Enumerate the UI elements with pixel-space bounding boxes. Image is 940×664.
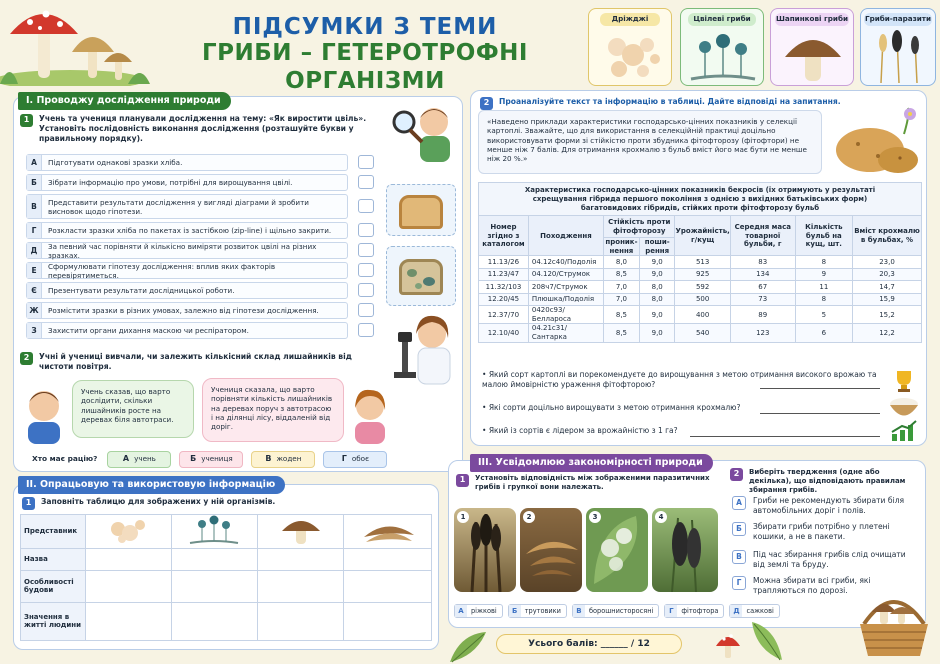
mold-icon (681, 29, 765, 85)
step-ye: Є Презентувати результати дослідницької роботи. (26, 282, 348, 299)
order-box-3[interactable] (358, 199, 374, 213)
table-row (479, 306, 922, 324)
section-3-task-1: 1 Установіть відповідність між зображеними паразитичних грибів і групкої вони належать. (456, 474, 724, 492)
structure-cell-1[interactable] (86, 570, 172, 602)
yeast-cell (86, 515, 172, 549)
growth-chart-icon (890, 420, 918, 442)
answer-v[interactable]: В жоден (251, 451, 315, 468)
girl-illustration (346, 384, 394, 444)
task-1-text: Учень та учениця планували дослідження на тему: «Як виростити цвіль». Установіть послідовність виконання дослідження (розташуйте букви у правильному порядку). (39, 114, 367, 143)
potato-illustration (830, 104, 926, 176)
value-cell: 23,0 (852, 256, 921, 269)
organisms-table (20, 514, 432, 641)
origin-cell: Плюшка/Подолія (528, 293, 603, 306)
question-2: • Які сорти доцільно вирощувати з метою отримання крохмалю? (482, 403, 741, 412)
value-cell: 7,0 (604, 281, 640, 294)
value-cell: 9,0 (639, 268, 675, 281)
value-cell: 12,2 (852, 324, 921, 342)
legend-d[interactable]: Д сажкові (729, 604, 779, 618)
value-cell: 6 (795, 324, 852, 342)
group-card-mold (680, 8, 764, 86)
value-cell: 7,0 (604, 293, 640, 306)
boletus-icon (258, 515, 343, 545)
row-label-importance: Значення в житті людини (21, 602, 86, 640)
section-3-task-2: 2 Виберіть твердження (одне або декілька), що відповідають правилам збирання грибів. (730, 468, 918, 495)
answer-b[interactable]: Б учениця (179, 451, 243, 468)
header-mushroom-illustration (0, 0, 150, 86)
boy-with-magnifier-illustration (388, 100, 460, 164)
parasite-legend (454, 604, 780, 618)
importance-cell-4[interactable] (344, 602, 432, 640)
group-label-parasite: Гриби-паразити (864, 13, 932, 26)
catalog-number-cell: 11.23/47 (479, 268, 529, 281)
table-row (479, 256, 922, 269)
name-cell-1[interactable] (86, 548, 172, 570)
group-card-yeast (588, 8, 672, 86)
value-cell: 83 (730, 256, 795, 269)
photo-powdery-mildew: 3 (586, 508, 648, 592)
order-box-7[interactable] (358, 283, 374, 297)
step-b: Б Зібрати інформацію про умови, потрібні для вирощування цвілі. (26, 174, 348, 191)
value-cell: 513 (675, 256, 730, 269)
value-cell: 925 (675, 268, 730, 281)
order-box-4[interactable] (358, 223, 374, 237)
steps-list (26, 154, 376, 344)
boy-illustration (18, 384, 70, 444)
legend-a[interactable]: А ріжкові (454, 604, 503, 618)
table-row (479, 268, 922, 281)
group-label-yeast: Дріжджі (600, 13, 660, 26)
order-box-1[interactable] (358, 155, 374, 169)
title-line-1: ПІДСУМКИ З ТЕМИ (232, 14, 498, 40)
origin-cell: 0420с93/Беллароса (528, 306, 603, 324)
value-cell: 5 (795, 306, 852, 324)
value-cell: 9,0 (639, 306, 675, 324)
value-cell: 8 (795, 293, 852, 306)
name-cell-3[interactable] (258, 548, 344, 570)
ergot-icon (861, 29, 937, 85)
value-cell: 15,9 (852, 293, 921, 306)
importance-cell-1[interactable] (86, 602, 172, 640)
origin-cell: 04.21с31/Сантарка (528, 324, 603, 342)
importance-cell-3[interactable] (258, 602, 344, 640)
value-cell: 8,5 (604, 306, 640, 324)
answer-line-2[interactable] (760, 413, 880, 414)
option-g[interactable]: Г Можна збирати всі гриби, які трапляються по дорозі. (732, 576, 912, 596)
row-label-representative: Представник (21, 515, 86, 549)
value-cell: 8,5 (604, 324, 640, 342)
answer-line-1[interactable] (760, 388, 880, 389)
origin-cell: 04.120/Струмок (528, 268, 603, 281)
potato-characteristics-table: Характеристика господарсько-цінних показників бекросів (їх отримують у результаті схрещування гібрида першого покоління з однією з вихідних батьківських форм) багатовидових гібридів, стійких проти фітофторозу бульб Номер згідно з каталогом Походження Стійкість проти фітофторозу Урожайність, г/кущ Середня маса товарної бульби, г Кількість бульб на кущ, шт. Вміст крохмалю в бульбах, % проникнення поширення 11.13/26 04.12с40/Подолія 8,0 9,0 513 83 8 23,0 11.23/47 04.120/Струмок 8,5 9,0 925 134 9 20,3 11.32/103 208ч7/Струмок 7,0 8,0 592 67 11 14,7 12.20/45 Плюшка/Подолія 7,0 8,0 500 73 8 15,9 12.37/70 0420с93/Беллароса 8,5 9,0 400 89 5 15,2 12.10/40 04.21с31/Сантарка 8,5 9,0 540 123 6 12,2 (478, 182, 922, 343)
table-row (479, 324, 922, 342)
mold-cell (172, 515, 258, 549)
answer-a[interactable]: А учень (107, 451, 171, 468)
who-is-right-row (32, 450, 432, 468)
photo-smut: 4 (652, 508, 718, 592)
value-cell: 123 (730, 324, 795, 342)
value-cell: 9,0 (639, 324, 675, 342)
name-cell-2[interactable] (172, 548, 258, 570)
value-cell: 8,0 (639, 293, 675, 306)
title-line-2: ГРИБИ – ГЕТЕРОТРОФНІ ОРГАНІЗМИ (202, 40, 528, 95)
group-label-cap: Шапинкові гриби (775, 13, 849, 26)
table-body (479, 256, 922, 342)
order-box-5[interactable] (358, 243, 374, 257)
section-2-task-1: 1 Заповніть таблицю для зображених у ній організмів. (22, 497, 275, 510)
value-cell: 8,0 (604, 256, 640, 269)
section-2-title: ІІ. Опрацьовую та використовую інформацію (18, 476, 285, 494)
total-score: Усього балів: ______ / 12 (496, 634, 682, 654)
trophy-icon (890, 368, 918, 394)
option-b[interactable]: Б Збирати гриби потрібно у плетені кошики, а не в пакети. (732, 522, 912, 542)
task-2-text: Учні й учениці вивчали, чи залежить кількісний склад лишайників від чистоти повітря. (39, 352, 352, 371)
value-cell: 592 (675, 281, 730, 294)
step-zh: Ж Розмістити зразки в різних умовах, залежно від гіпотези дослідження. (26, 302, 348, 319)
order-box-8[interactable] (358, 303, 374, 317)
option-a[interactable]: А Гриби не рекомендують збирати біля автомобільних доріг і полів. (732, 496, 912, 516)
step-e: Е Сформулювати гіпотезу дослідження: вплив яких факторів перевірятиметься. (26, 262, 348, 279)
mushroom-basket-illustration (852, 586, 936, 660)
row-label-name: Назва (21, 548, 86, 570)
value-cell: 89 (730, 306, 795, 324)
yeast-icon (589, 29, 673, 85)
small-mushroom-icon (714, 628, 742, 660)
question-1: • Який сорт картоплі ви порекомендуєте до вирощування з метою отримання високого врожаю та малою ймовірністю ураження фітофторою? (482, 370, 877, 390)
value-cell: 8,0 (639, 281, 675, 294)
table-title: Характеристика господарсько-цінних показників бекросів (їх отримують у результаті схрещування гібрида першого покоління з однією з вихідних батьківських форм) багатовидових гібридів, стійких проти фітофторозу бульб (479, 183, 922, 216)
catalog-number-cell: 12.20/45 (479, 293, 529, 306)
section-2-task-2: 2 Проаналізуйте текст та інформацію в таблиці. Дайте відповіді на запитання. (480, 97, 841, 110)
answer-g[interactable]: Г обоє (323, 451, 387, 468)
step-g: Г Розкласти зразки хліба по пакетах із застібкою (zip-line) і щільно закрити. (26, 222, 348, 239)
group-card-parasite (860, 8, 936, 86)
row-label-structure: Особливості будови (21, 570, 86, 602)
legend-b[interactable]: Б трутовики (508, 604, 567, 618)
bread-bag-moldy (386, 246, 456, 306)
step-z: З Захистити органи дихання маскою чи респіратором. (26, 322, 348, 339)
boy-speech-bubble: Учень сказав, що варто дослідити, скільки лишайників росте на деревах біля автотраси. (72, 380, 194, 438)
tinder-fungus-cell (344, 515, 432, 549)
table-row (479, 293, 922, 306)
section-1-title: І. Проводжу дослідження природи (18, 92, 231, 110)
girl-speech-bubble: Учениця сказала, що варто порівняти кількість лишайників на деревах поруч з автотрасою і на ділянці лісу, віддаленій від доріг. (202, 378, 344, 442)
value-cell: 134 (730, 268, 795, 281)
value-cell: 67 (730, 281, 795, 294)
step-a: А Підготувати однакові зразки хліба. (26, 154, 348, 171)
legend-g[interactable]: Г фітофтора (664, 604, 724, 618)
section-3-title: ІІІ. Усвідомлюю закономірності природи (470, 454, 713, 472)
question-3: • Який із сортів є лідером за врожайністю з 1 га? (482, 426, 678, 435)
quote-box: «Наведено приклади характеристики господарсько-цінних показників у селекції картоплі. Зважайте, що для використання в селекційній практиці доцільно використовувати форми зі стійкістю проти збудника фітофторозу (фітофтори) не менше ніж 7 балів. Для отримання крохмалю з бульб вміст його має бути не менше ніж 20 %.» (478, 110, 822, 174)
structure-cell-2[interactable] (172, 570, 258, 602)
origin-cell: 04.12с40/Подолія (528, 256, 603, 269)
structure-cell-3[interactable] (258, 570, 344, 602)
value-cell: 400 (675, 306, 730, 324)
boletus-cell (258, 515, 344, 549)
value-cell: 11 (795, 281, 852, 294)
photo-tinder-fungus: 2 (520, 508, 582, 592)
leaves-right-decoration (746, 618, 786, 662)
answer-line-3[interactable] (690, 436, 880, 437)
structure-cell-4[interactable] (344, 570, 432, 602)
order-box-9[interactable] (358, 323, 374, 337)
step-d: Д За певний час порівняти й кількісно виміряти розвиток цвілі на різних зразках. (26, 242, 348, 259)
group-label-mold: Цвілеві гриби (688, 13, 756, 26)
step-v: В Представити результати дослідження у вигляді діаграми й зробити висновок щодо гіпотези. (26, 194, 348, 219)
importance-cell-2[interactable] (172, 602, 258, 640)
starch-bowl-icon (886, 396, 922, 418)
photo-ergot: 1 (454, 508, 516, 592)
value-cell: 20,3 (852, 268, 921, 281)
task-number: 1 (20, 114, 33, 127)
section-1-task-2: 2 Учні й учениці вивчали, чи залежить кількісний склад лишайників від чистоти повітря. (20, 352, 360, 372)
question-label: Хто має рацію? (32, 454, 98, 464)
section-1-task-1 (20, 114, 376, 144)
value-cell: 8 (795, 256, 852, 269)
mold-icon (172, 515, 257, 545)
bread-bag-fresh (386, 184, 456, 236)
catalog-number-cell: 11.13/26 (479, 256, 529, 269)
value-cell: 500 (675, 293, 730, 306)
order-box-6[interactable] (358, 263, 374, 277)
value-cell: 14,7 (852, 281, 921, 294)
table-row (479, 281, 922, 294)
tinder-fungus-icon (344, 515, 431, 545)
catalog-number-cell: 12.10/40 (479, 324, 529, 342)
page-title (150, 14, 580, 96)
value-cell: 73 (730, 293, 795, 306)
value-cell: 540 (675, 324, 730, 342)
value-cell: 9 (795, 268, 852, 281)
catalog-number-cell: 11.32/103 (479, 281, 529, 294)
yeast-icon (86, 515, 171, 545)
legend-v[interactable]: В борошнисторосяні (572, 604, 659, 618)
group-card-cap (770, 8, 854, 86)
option-v[interactable]: В Під час збирання грибів слід очищати від землі та бруду. (732, 550, 912, 570)
leaves-left-decoration (446, 628, 492, 664)
cap-mushroom-icon (771, 29, 855, 85)
order-box-2[interactable] (358, 175, 374, 189)
catalog-number-cell: 12.37/70 (479, 306, 529, 324)
value-cell: 15,2 (852, 306, 921, 324)
girl-with-microscope-illustration (388, 308, 460, 388)
value-cell: 9,0 (639, 256, 675, 269)
name-cell-4[interactable] (344, 548, 432, 570)
origin-cell: 208ч7/Струмок (528, 281, 603, 294)
value-cell: 8,5 (604, 268, 640, 281)
